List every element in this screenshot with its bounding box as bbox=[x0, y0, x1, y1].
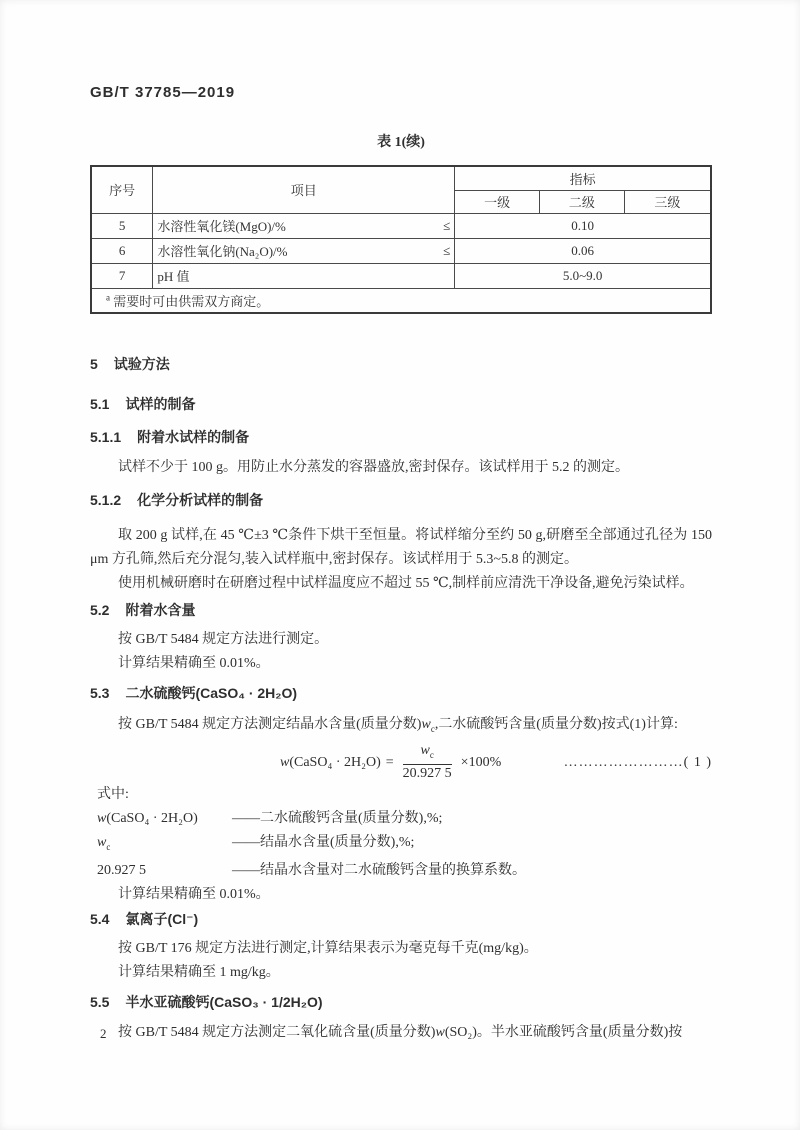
section-number: 5.1.2 bbox=[90, 492, 122, 508]
spec-table bbox=[90, 165, 712, 314]
variable-subscript: c bbox=[430, 723, 435, 734]
section-number: 5.1 bbox=[90, 396, 110, 412]
where-item bbox=[90, 831, 712, 859]
section-title: 半水亚硫酸钙(CaSO₃ · 1/2H₂O) bbox=[125, 993, 323, 1010]
page-content bbox=[90, 0, 712, 1045]
definition-dash: —— bbox=[232, 834, 260, 850]
section-title: 试验方法 bbox=[113, 356, 170, 372]
cell-item bbox=[153, 263, 455, 288]
cell-value: 0.10 bbox=[455, 213, 711, 238]
definition-dash: —— bbox=[232, 862, 260, 878]
term-text: (CaSO₄ · 2H₂O) bbox=[106, 810, 198, 826]
table-footnote-row bbox=[91, 288, 711, 313]
table-row bbox=[91, 213, 711, 238]
col-header-seq: 序号 bbox=[91, 166, 153, 213]
item-text: 水溶性氧化镁(MgO)/% bbox=[157, 219, 286, 234]
section-title: 二水硫酸钙(CaSO₄ · 2H₂O) bbox=[125, 685, 298, 701]
formula-equation-1 bbox=[90, 743, 712, 783]
variable-w: w bbox=[421, 717, 431, 732]
cell-item bbox=[153, 213, 455, 238]
paragraph: 取 200 g 试样,在 45 ℃±3 ℃条件下烘干至恒量。将试样缩分至约 50 g,研磨至全部通过孔径为 150 μm 方孔筛,然后充分混匀,装入试样瓶中,密封保存。该试样用于 5.3~5.8 的测定。 bbox=[90, 528, 712, 567]
section-heading-5 bbox=[90, 354, 712, 374]
table-row bbox=[91, 263, 711, 288]
equation-leader bbox=[564, 755, 712, 771]
section-heading-5-1-2 bbox=[90, 490, 712, 510]
equals-sign: = bbox=[385, 754, 394, 770]
multiplier: ×100% bbox=[460, 754, 502, 770]
definition-text: 二水硫酸钙含量(质量分数),%; bbox=[260, 810, 443, 826]
cell-value: 0.06 bbox=[455, 238, 711, 263]
paragraph-text: 按 GB/T 5484 规定方法测定二氧化硫含量(质量分数) bbox=[118, 1024, 436, 1040]
where-item bbox=[90, 807, 712, 831]
where-term bbox=[97, 831, 232, 859]
footnote-text: 需要时可由供需双方商定。 bbox=[113, 293, 270, 309]
equation-lhs: (CaSO₄ · 2H₂O) bbox=[289, 754, 381, 770]
variable-w: w bbox=[97, 834, 107, 850]
where-term bbox=[97, 807, 232, 831]
paragraph: 按 GB/T 5484 规定方法进行测定。 bbox=[118, 632, 329, 647]
section-title: 试样的制备 bbox=[125, 396, 196, 412]
variable-w: w bbox=[435, 1024, 445, 1040]
section-heading-5-4 bbox=[90, 909, 712, 929]
table-row bbox=[91, 238, 711, 263]
variable-subscript: c bbox=[429, 750, 434, 761]
section-title: 氯离子(Cl⁻) bbox=[125, 910, 199, 927]
cell-seq: 7 bbox=[91, 263, 153, 288]
section-number: 5.1.1 bbox=[90, 429, 122, 445]
variable-subscript: c bbox=[106, 841, 111, 852]
section-heading-5-1 bbox=[90, 394, 712, 414]
variable-w: w bbox=[280, 754, 290, 770]
where-term: 20.927 5 bbox=[97, 862, 146, 878]
item-operator: ≤ bbox=[443, 217, 451, 233]
equation-number: ( 1 ) bbox=[683, 754, 712, 770]
paragraph: 计算结果精确至 0.01%。 bbox=[118, 656, 270, 671]
paragraph-text: ,二水硫酸钙含量(质量分数)按式(1)计算: bbox=[434, 717, 678, 732]
section-title: 附着水试样的制备 bbox=[137, 429, 250, 445]
paragraph bbox=[90, 1021, 712, 1045]
col-header-index: 指标 bbox=[455, 166, 711, 190]
fraction-denominator: 20.927 5 bbox=[402, 766, 452, 782]
col-header-level-3: 三级 bbox=[624, 190, 711, 213]
section-heading-5-2 bbox=[90, 600, 712, 620]
section-title: 化学分析试样的制备 bbox=[137, 492, 264, 508]
definition-text: 结晶水含量(质量分数),%; bbox=[260, 834, 415, 850]
document-code: GB/T 37785—2019 bbox=[90, 84, 236, 101]
cell-item bbox=[153, 238, 455, 263]
cell-seq: 5 bbox=[91, 213, 153, 238]
paragraph: 计算结果精确至 0.01%。 bbox=[118, 886, 270, 902]
section-title: 附着水含量 bbox=[125, 602, 196, 618]
page-number: 2 bbox=[100, 1026, 107, 1041]
equation bbox=[280, 743, 506, 782]
col-header-item: 项目 bbox=[153, 166, 455, 213]
definition-text: 结晶水含量对二水硫酸钙含量的换算系数。 bbox=[260, 862, 526, 878]
paragraph-text: (SO₂)。半水亚硫酸钙含量(质量分数)按 bbox=[444, 1024, 683, 1040]
paragraph: 按 GB/T 176 规定方法进行测定,计算结果表示为毫克每千克(mg/kg)。 bbox=[118, 940, 538, 956]
paragraph: 试样不少于 100 g。用防止水分蒸发的容器盛放,密封保存。该试样用于 5.2 的测定。 bbox=[118, 460, 629, 475]
paragraph-text: 按 GB/T 5484 规定方法测定结晶水含量(质量分数) bbox=[118, 717, 422, 732]
section-number: 5.3 bbox=[90, 685, 110, 701]
col-header-level-1: 一级 bbox=[455, 190, 540, 213]
col-header-level-2: 二级 bbox=[540, 190, 625, 213]
table-caption: 表 1(续) bbox=[377, 135, 425, 150]
item-text: 水溶性氧化钠(Na₂O)/% bbox=[157, 244, 288, 259]
cell-seq: 6 bbox=[91, 238, 153, 263]
paragraph bbox=[90, 713, 712, 741]
section-number: 5.5 bbox=[90, 993, 110, 1010]
footnote-marker: a bbox=[106, 292, 110, 303]
section-heading-5-3 bbox=[90, 683, 712, 703]
variable-w: w bbox=[420, 743, 430, 759]
where-label: 式中: bbox=[97, 786, 129, 802]
definition-dash: —— bbox=[232, 810, 260, 826]
item-text: pH 值 bbox=[157, 269, 190, 284]
dot-leader: …………………… bbox=[563, 754, 684, 770]
section-number: 5 bbox=[90, 356, 98, 372]
fraction bbox=[403, 743, 452, 782]
section-number: 5.4 bbox=[90, 910, 110, 927]
fraction-numerator bbox=[403, 743, 452, 765]
where-item bbox=[90, 859, 712, 883]
cell-value: 5.0~9.0 bbox=[455, 263, 711, 288]
paragraph: 使用机械研磨时在研磨过程中试样温度应不超过 55 ℃,制样前应清洗干净设备,避免污染试样。 bbox=[118, 576, 694, 591]
paragraph: 计算结果精确至 1 mg/kg。 bbox=[118, 964, 280, 980]
item-operator: ≤ bbox=[443, 242, 451, 258]
table-footnote bbox=[91, 288, 711, 313]
variable-w: w bbox=[97, 810, 107, 826]
section-number: 5.2 bbox=[90, 602, 110, 618]
section-heading-5-5 bbox=[90, 992, 712, 1012]
section-heading-5-1-1 bbox=[90, 427, 712, 447]
